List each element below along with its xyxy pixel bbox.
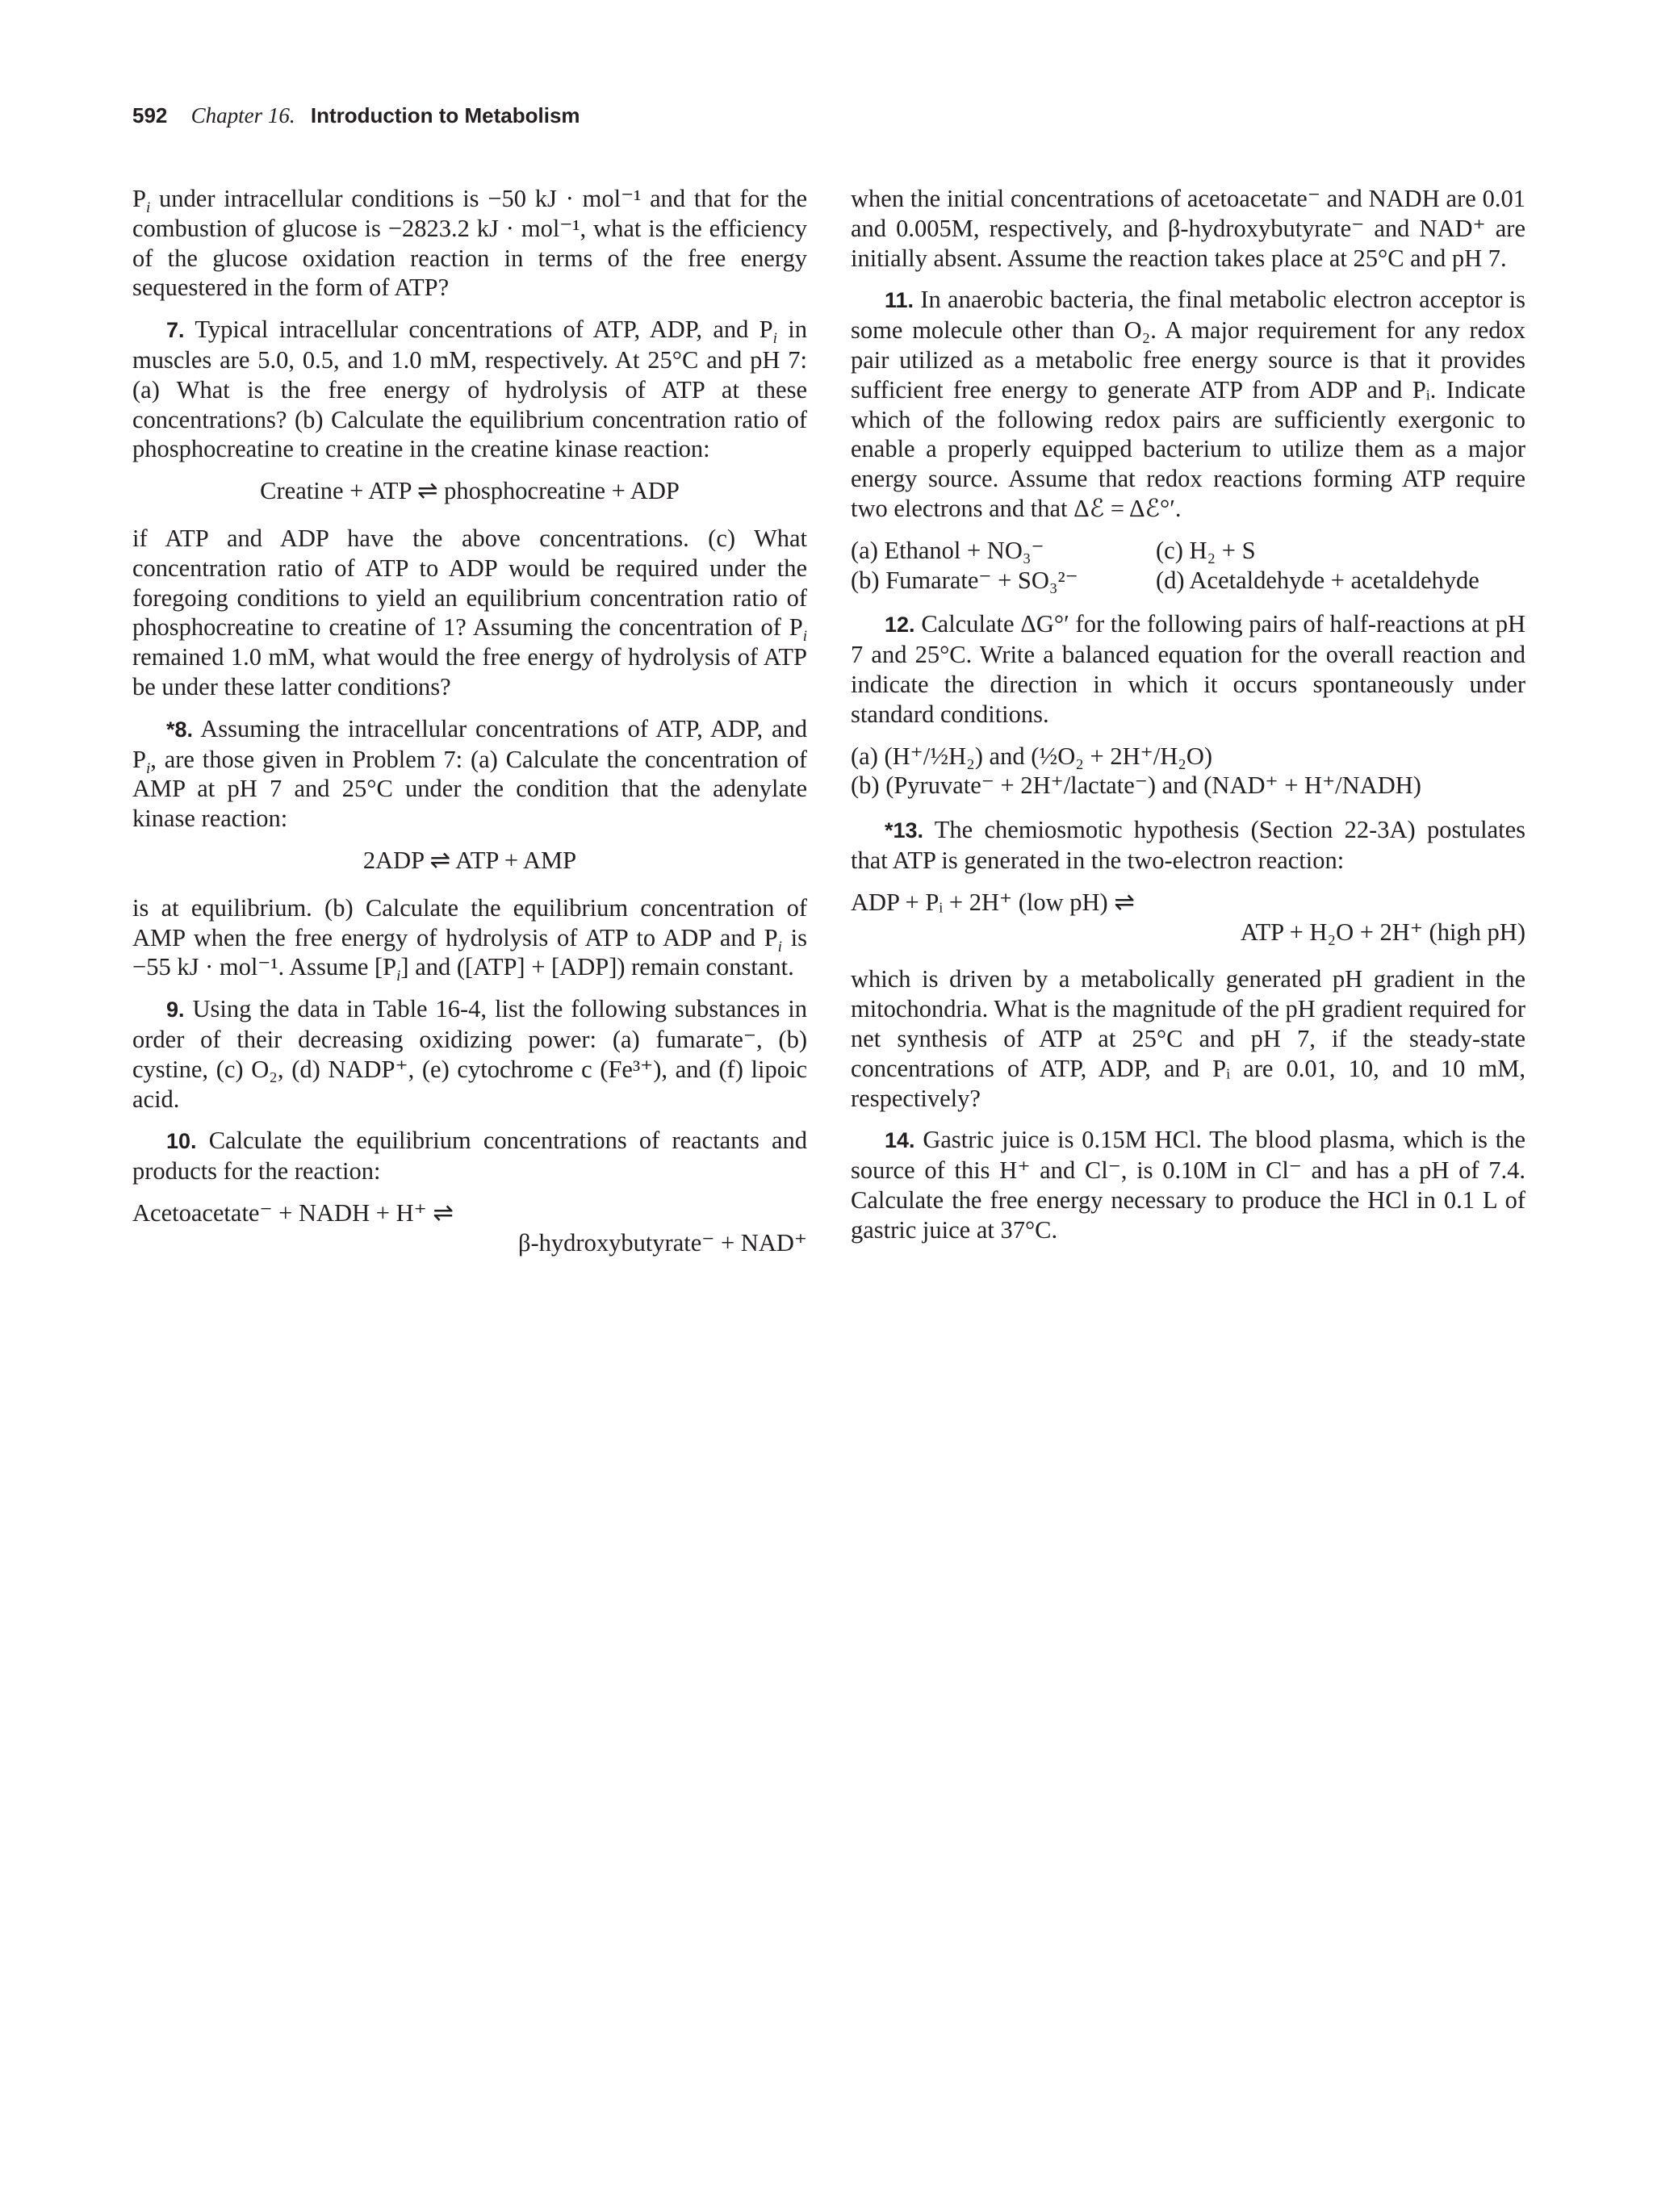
problem-number: 7. [166,318,185,343]
page-header [132,103,580,128]
problem-number: *13. [885,818,924,843]
problem-11: 11. In anaerobic bacteria, the final metabolic electron acceptor is some molecule other than O₂. A major requirement for any redox pair utilized as a metabolic free energy source is that it provides sufficient free energy to generate ATP from ADP and Pᵢ. Indicate which of the following redox pairs are sufficiently exergonic to enable a properly equipped bacterium to utilize them as a major energy source. Assume that redox reactions forming ATP require two electrons and that Δℰ = Δℰ°′. [851,286,1525,522]
problem-10: 10. Calculate the equilibrium concentrations of reactants and products for the reaction: [132,1127,808,1185]
problem-7: 7. Typical intracellular concentrations of ATP, ADP, and $P_i$ in muscles are 5.0, 0.5, and 1.0 mM, respectively. At 25°C and pH 7: (a) What is the free energy of hydrolysis of ATP at these concentrations? (b) Calculate the equilibrium concentration ratio of phosphocreatine to creatine in the creatine kinase reaction: [132,316,808,463]
problem-7-continuation: if ATP and ADP have the above concentrations. (c) What concentration ratio of ATP to ADP would be required under the foregoing conditions to yield an equilibrium concentration ratio of phosphocreatine to creatine of 1? Assuming the concentration of $P_i$ remained 1.0 mM, what would the free energy of hydrolysis of ATP be under these latter conditions? [132,524,807,700]
choice-c: (c) H₂ + S [1156,536,1256,564]
problem-13: *13. The chemiosmotic hypothesis (Section 22-3A) postulates that ATP is generated in the two-electron reaction: [851,816,1525,874]
choice-d: (d) Acetaldehyde + acetaldehyde [1156,566,1479,594]
problem-13-continuation: which is driven by a metabolically generated pH gradient in the mitochondria. What is the magnitude of the pH gradient required for net synthesis of ATP at 25°C and pH 7, if the steady-state concentrations of ATP, ADP, and Pᵢ are 0.01, 10, and 10 mM, respectively? [851,965,1525,1112]
problem-number: 14. [885,1128,915,1153]
half-reaction-pairs [851,742,1525,801]
left-column [132,184,807,1276]
problem-14: 14. Gastric juice is 0.15M HCl. The blood plasma, which is the source of this H⁺ and Cl⁻, is 0.10M in Cl⁻ and has a pH of 7.4. Calculate the free energy necessary to produce the HCl in 0.1 L of gastric juice at 37°C. [851,1126,1526,1244]
pair-a: (a) (H⁺/½H₂) and (½O₂ + 2H⁺/H₂O) [851,742,1213,770]
pair-b: (b) (Pyruvate⁻ + 2H⁺/lactate⁻) and (NAD⁺ + H⁺/NADH) [851,771,1421,800]
problem-number: 12. [885,613,915,638]
problem-6-continuation: $P_i$ under intracellular conditions is −50 kJ · mol⁻¹ and that for the combustion of glucose is −2823.2 kJ · mol⁻¹, what is the efficiency of the glucose oxidation reaction in terms of the free energy sequestered in the form of ATP? [132,185,808,302]
problem-9: 9. Using the data in Table 16-4, list the following substances in order of their decreasing oxidizing power: (a) fumarate⁻, (b) cystine, (c) O₂, (d) NADP⁺, (e) cytochrome c (Fe³⁺), and (f) lipoic acid. [132,995,808,1113]
redox-pair-choices [851,536,1525,596]
problem-8: *8. Assuming the intracellular concentrations of ATP, ADP, and $P_i$, are those given in Problem 7: (a) Calculate the concentration of AMP at pH 7 and 25°C under the condition that the adenylate kinase reaction: [132,714,807,833]
adenylate-kinase-equation: 2ADP ⇌ ATP + AMP [362,846,577,874]
chapter-label: Chapter 16. [190,103,295,128]
problem-number: 9. [166,997,185,1022]
problem-12: 12. Calculate ΔG°′ for the following pairs of half-reactions at pH 7 and 25°C. Write a balanced equation for the overall reaction and indicate the direction in which it occurs spontaneously under standard conditions. [851,610,1526,728]
acetoacetate-equation: Acetoacetate⁻ + NADH + H⁺ ⇌ β-hydroxybutyrate⁻ + NAD⁺ [132,1198,807,1257]
problem-8-continuation: is at equilibrium. (b) Calculate the equilibrium concentration of AMP when the free energy of hydrolysis of ATP to ADP and $P_i$ is −55 kJ · mol⁻¹. Assume $[P_i]$ and ([ATP] + [ADP]) remain constant. [132,893,808,985]
choice-b: (b) Fumarate⁻ + SO₃²⁻ [851,566,1078,594]
choice-a: (a) Ethanol + NO₃⁻ [851,536,1044,564]
creatine-kinase-equation: Creatine + ATP ⇌ phosphocreatine + ADP [260,477,680,505]
problem-10-continuation: when the initial concentrations of acetoacetate⁻ and NADH are 0.01 and 0.005M, respectively, and β-hydroxybutyrate⁻ and NAD⁺ are initially absent. Assume the reaction takes place at 25°C and pH 7. [851,185,1525,272]
problem-number: 11. [885,288,914,313]
page-number: 592 [132,103,168,128]
right-column [851,184,1525,1257]
chapter-title: Introduction to Metabolism [310,103,580,128]
chemiosmotic-equation: ADP + Pᵢ + 2H⁺ (low pH) ⇌ ATP + H₂O + 2H⁺ (high pH) [851,888,1525,946]
problem-number: 10. [166,1129,197,1154]
problem-number: *8. [166,717,194,742]
